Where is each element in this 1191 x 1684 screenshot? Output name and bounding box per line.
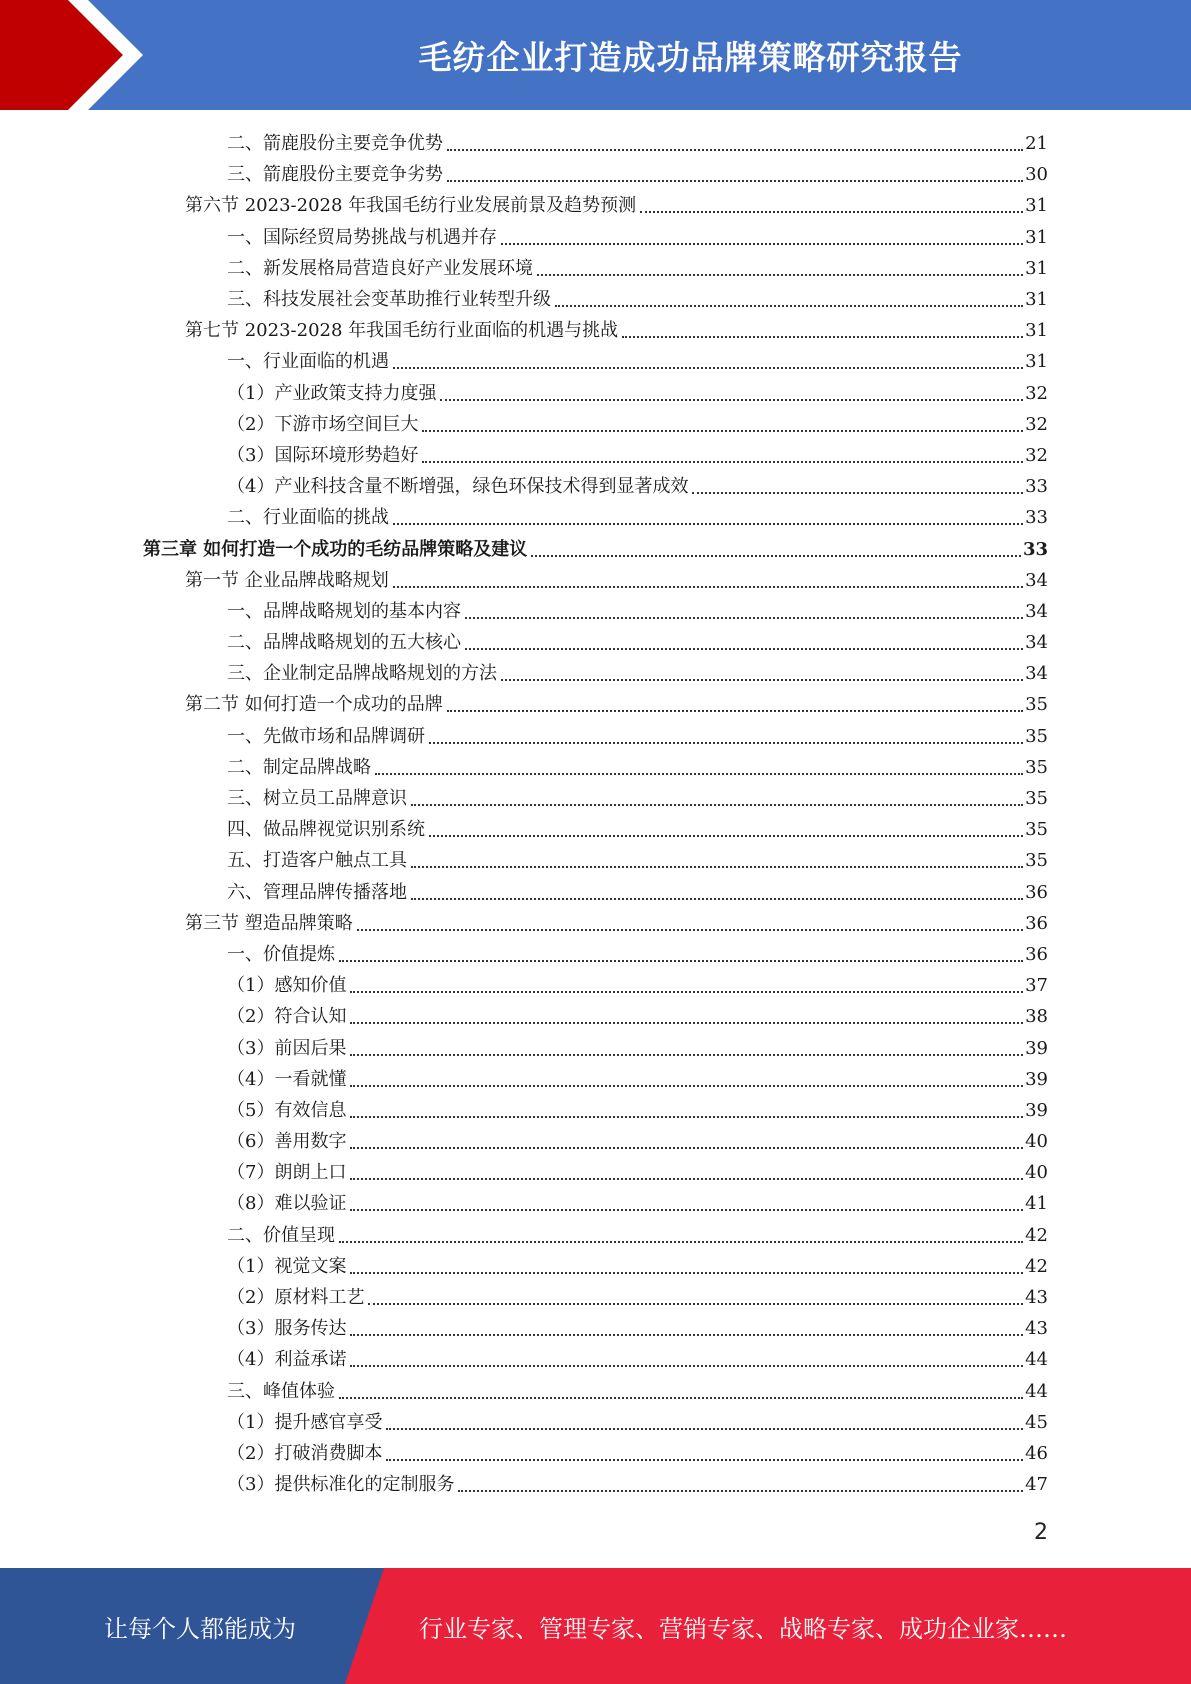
toc-entry-page: 34 [1025, 632, 1048, 654]
toc-subsection-entry[interactable] [0, 970, 1191, 1001]
toc-entry-page: 35 [1025, 788, 1048, 810]
toc-dot-leader [501, 678, 1023, 681]
toc-entry-label: （2）符合认知 [227, 1006, 347, 1028]
toc-dot-leader [447, 148, 1023, 151]
toc-dot-leader [447, 709, 1023, 712]
toc-entry-page: 31 [1025, 195, 1048, 217]
toc-dot-leader [350, 1053, 1023, 1056]
toc-subsection-entry[interactable] [0, 1344, 1191, 1375]
toc-dot-leader [411, 803, 1023, 806]
toc-subsection-entry[interactable] [0, 1064, 1191, 1095]
toc-entry-page: 21 [1025, 133, 1048, 155]
toc-entry-label: （1）视觉文案 [227, 1255, 347, 1277]
toc-dot-leader [350, 1208, 1023, 1211]
toc-entry-label: 三、峰值体验 [227, 1380, 335, 1402]
toc-entry-label: （3）前因后果 [227, 1037, 347, 1059]
toc-entry-page: 45 [1025, 1411, 1048, 1433]
toc-entry-page: 39 [1025, 1099, 1048, 1121]
toc-entry-page: 43 [1025, 1318, 1048, 1340]
toc-entry-label: （2）下游市场空间巨大 [227, 413, 419, 435]
toc-entry-page: 38 [1025, 1006, 1048, 1028]
toc-entry-label: （2）打破消费脚本 [227, 1442, 383, 1464]
toc-entry-page: 46 [1025, 1442, 1048, 1464]
toc-entry-page: 35 [1025, 756, 1048, 778]
toc-dot-leader [386, 1427, 1023, 1430]
toc-entry-label: 一、品牌战略规划的基本内容 [227, 600, 461, 622]
toc-entry-page: 30 [1025, 164, 1048, 186]
toc-entry-page: 31 [1025, 257, 1048, 279]
toc-entry-label: （3）服务传达 [227, 1318, 347, 1340]
toc-entry-label: （2）原材料工艺 [227, 1287, 365, 1309]
toc-entry-page: 32 [1025, 444, 1048, 466]
toc-entry-label: （4）一看就懂 [227, 1068, 347, 1090]
toc-dot-leader [429, 834, 1023, 837]
toc-dot-leader [692, 491, 1023, 494]
toc-entry-label: 二、行业面临的挑战 [227, 507, 389, 529]
toc-entry-page: 33 [1025, 507, 1048, 529]
toc-entry-page: 33 [1025, 476, 1048, 498]
toc-subsection-entry[interactable] [0, 128, 1191, 159]
toc-entry-page: 35 [1025, 725, 1048, 747]
toc-subsection-entry[interactable] [0, 346, 1191, 377]
toc-entry-label: 五、打造客户触点工具 [227, 850, 407, 872]
toc-dot-leader [622, 335, 1023, 338]
toc-subsection-entry[interactable] [0, 1438, 1191, 1469]
toc-dot-leader [640, 210, 1023, 213]
toc-entry-label: 第六节 2023-2028 年我国毛纺行业发展前景及趋势预测 [185, 195, 637, 217]
toc-subsection-entry[interactable] [0, 1188, 1191, 1219]
toc-entry-page: 36 [1025, 912, 1048, 934]
toc-subsection-entry[interactable] [0, 253, 1191, 284]
toc-dot-leader [339, 1396, 1023, 1399]
toc-chapter-entry[interactable] [0, 533, 1191, 564]
toc-dot-leader [350, 990, 1023, 993]
toc-entry-label: 三、科技发展社会变革助推行业转型升级 [227, 289, 551, 311]
toc-dot-leader [429, 741, 1023, 744]
toc-entry-label: 二、制定品牌战略 [227, 756, 371, 778]
toc-entry-label: （6）善用数字 [227, 1131, 347, 1153]
toc-subsection-entry[interactable] [0, 1407, 1191, 1438]
toc-entry-label: 一、行业面临的机遇 [227, 351, 389, 373]
toc-entry-label: 第七节 2023-2028 年我国毛纺行业面临的机遇与挑战 [185, 320, 619, 342]
toc-section-entry[interactable] [0, 315, 1191, 346]
toc-dot-leader [357, 928, 1023, 931]
toc-entry-page: 35 [1025, 694, 1048, 716]
toc-dot-leader [386, 1458, 1023, 1461]
toc-dot-leader [393, 366, 1023, 369]
toc-dot-leader [555, 304, 1023, 307]
toc-dot-leader [339, 959, 1023, 962]
toc-entry-label: （8）难以验证 [227, 1193, 347, 1215]
toc-entry-page: 32 [1025, 413, 1048, 435]
toc-subsection-entry[interactable] [0, 1220, 1191, 1251]
toc-subsection-entry[interactable] [0, 378, 1191, 409]
toc-entry-label: （3）国际环境形势趋好 [227, 444, 419, 466]
toc-subsection-entry[interactable] [0, 1376, 1191, 1407]
toc-subsection-entry[interactable] [0, 658, 1191, 689]
toc-dot-leader [350, 1115, 1023, 1118]
toc-dot-leader [440, 398, 1023, 401]
toc-entry-page: 40 [1025, 1162, 1048, 1184]
toc-subsection-entry[interactable] [0, 627, 1191, 658]
toc-entry-page: 36 [1025, 881, 1048, 903]
toc-section-entry[interactable] [0, 565, 1191, 596]
toc-entry-page: 32 [1025, 382, 1048, 404]
toc-dot-leader [339, 1240, 1023, 1243]
toc-section-entry[interactable] [0, 190, 1191, 221]
toc-dot-leader [350, 1364, 1023, 1367]
document-title: 毛纺企业打造成功品牌策略研究报告 [418, 37, 963, 77]
toc-entry-page: 36 [1025, 943, 1048, 965]
toc-dot-leader [531, 554, 1021, 557]
toc-subsection-entry[interactable] [0, 1469, 1191, 1500]
toc-entry-label: 一、国际经贸局势挑战与机遇并存 [227, 226, 497, 248]
toc-entry-label: （4）产业科技含量不断增强，绿色环保技术得到显著成效 [227, 476, 689, 498]
toc-entry-page: 34 [1025, 600, 1048, 622]
toc-subsection-entry[interactable] [0, 1282, 1191, 1313]
toc-entry-page: 43 [1025, 1287, 1048, 1309]
toc-subsection-entry[interactable] [0, 1126, 1191, 1157]
table-of-contents [0, 128, 1191, 1500]
toc-entry-label: 二、品牌战略规划的五大核心 [227, 632, 461, 654]
toc-entry-label: （1）产业政策支持力度强 [227, 382, 437, 404]
toc-entry-label: （1）感知价值 [227, 975, 347, 997]
toc-dot-leader [422, 429, 1023, 432]
toc-entry-page: 44 [1025, 1380, 1048, 1402]
toc-dot-leader [465, 616, 1023, 619]
toc-subsection-entry[interactable] [0, 814, 1191, 845]
toc-entry-page: 31 [1025, 320, 1048, 342]
toc-subsection-entry[interactable] [0, 440, 1191, 471]
toc-entry-page: 31 [1025, 226, 1048, 248]
toc-entry-label: 一、先做市场和品牌调研 [227, 725, 425, 747]
toc-dot-leader [350, 1021, 1023, 1024]
toc-entry-label: 三、企业制定品牌战略规划的方法 [227, 663, 497, 685]
toc-subsection-entry[interactable] [0, 222, 1191, 253]
toc-entry-label: 第一节 企业品牌战略规划 [185, 569, 389, 591]
toc-entry-page: 41 [1025, 1193, 1048, 1215]
toc-entry-label: 三、树立员工品牌意识 [227, 788, 407, 810]
toc-subsection-entry[interactable] [0, 1251, 1191, 1282]
page-footer [0, 1568, 1191, 1684]
toc-subsection-entry[interactable] [0, 845, 1191, 876]
toc-entry-page: 35 [1025, 850, 1048, 872]
toc-entry-label: （5）有效信息 [227, 1099, 347, 1121]
toc-subsection-entry[interactable] [0, 502, 1191, 533]
toc-entry-page: 34 [1025, 663, 1048, 685]
header-red-arrow [0, 0, 123, 110]
toc-subsection-entry[interactable] [0, 783, 1191, 814]
toc-entry-page: 39 [1025, 1037, 1048, 1059]
toc-dot-leader [465, 647, 1023, 650]
toc-entry-label: （4）利益承诺 [227, 1349, 347, 1371]
toc-section-entry[interactable] [0, 908, 1191, 939]
toc-subsection-entry[interactable] [0, 1313, 1191, 1344]
toc-entry-label: 一、价值提炼 [227, 943, 335, 965]
toc-entry-label: 二、价值呈现 [227, 1224, 335, 1246]
toc-entry-page: 42 [1025, 1255, 1048, 1277]
toc-dot-leader [458, 1489, 1023, 1492]
toc-entry-page: 31 [1025, 289, 1048, 311]
toc-dot-leader [411, 897, 1023, 900]
page-header [0, 0, 1191, 110]
toc-entry-label: 四、做品牌视觉识别系统 [227, 819, 425, 841]
footer-slogan-left: 让每个人都能成为 [104, 1614, 296, 1643]
toc-entry-page: 33 [1022, 538, 1048, 560]
toc-entry-page: 39 [1025, 1068, 1048, 1090]
toc-entry-page: 34 [1025, 569, 1048, 591]
toc-dot-leader [411, 865, 1023, 868]
toc-dot-leader [375, 772, 1023, 775]
toc-entry-label: （7）朗朗上口 [227, 1162, 347, 1184]
toc-entry-page: 37 [1025, 975, 1048, 997]
toc-section-entry[interactable] [0, 689, 1191, 720]
toc-entry-page: 47 [1025, 1474, 1048, 1496]
toc-dot-leader [350, 1333, 1023, 1336]
toc-entry-page: 42 [1025, 1224, 1048, 1246]
toc-entry-label: 第三节 塑造品牌策略 [185, 912, 353, 934]
toc-entry-label: （3）提供标准化的定制服务 [227, 1474, 455, 1496]
toc-entry-label: 二、箭鹿股份主要竞争优势 [227, 133, 443, 155]
toc-entry-label: 二、新发展格局营造良好产业发展环境 [227, 257, 533, 279]
toc-subsection-entry[interactable] [0, 284, 1191, 315]
toc-dot-leader [537, 273, 1023, 276]
toc-entry-label: 第三章 如何打造一个成功的毛纺品牌策略及建议 [143, 538, 528, 560]
toc-entry-page: 44 [1025, 1349, 1048, 1371]
toc-subsection-entry[interactable] [0, 721, 1191, 752]
toc-dot-leader [350, 1146, 1023, 1149]
toc-entry-page: 31 [1025, 351, 1048, 373]
toc-entry-page: 40 [1025, 1131, 1048, 1153]
toc-entry-label: 六、管理品牌传播落地 [227, 881, 407, 903]
toc-dot-leader [447, 179, 1023, 182]
toc-subsection-entry[interactable] [0, 939, 1191, 970]
toc-subsection-entry[interactable] [0, 471, 1191, 502]
toc-dot-leader [350, 1084, 1023, 1087]
header-arrow-decoration [0, 0, 200, 110]
toc-subsection-entry[interactable] [0, 1032, 1191, 1063]
toc-dot-leader [393, 522, 1023, 525]
toc-subsection-entry[interactable] [0, 159, 1191, 190]
footer-slogan-right: 行业专家、管理专家、营销专家、战略专家、成功企业家…… [419, 1614, 1067, 1643]
toc-subsection-entry[interactable] [0, 877, 1191, 908]
toc-dot-leader [368, 1302, 1023, 1305]
toc-dot-leader [350, 1271, 1023, 1274]
page-number: 2 [1034, 1520, 1048, 1545]
toc-entry-label: 三、箭鹿股份主要竞争劣势 [227, 164, 443, 186]
toc-subsection-entry[interactable] [0, 1157, 1191, 1188]
toc-dot-leader [350, 1177, 1023, 1180]
toc-dot-leader [501, 242, 1023, 245]
toc-subsection-entry[interactable] [0, 1001, 1191, 1032]
toc-subsection-entry[interactable] [0, 1095, 1191, 1126]
toc-subsection-entry[interactable] [0, 752, 1191, 783]
toc-dot-leader [393, 585, 1023, 588]
toc-subsection-entry[interactable] [0, 596, 1191, 627]
toc-entry-page: 35 [1025, 819, 1048, 841]
toc-dot-leader [422, 460, 1023, 463]
toc-entry-label: （1）提升感官享受 [227, 1411, 383, 1433]
toc-entry-label: 第二节 如何打造一个成功的品牌 [185, 694, 443, 716]
toc-subsection-entry[interactable] [0, 409, 1191, 440]
